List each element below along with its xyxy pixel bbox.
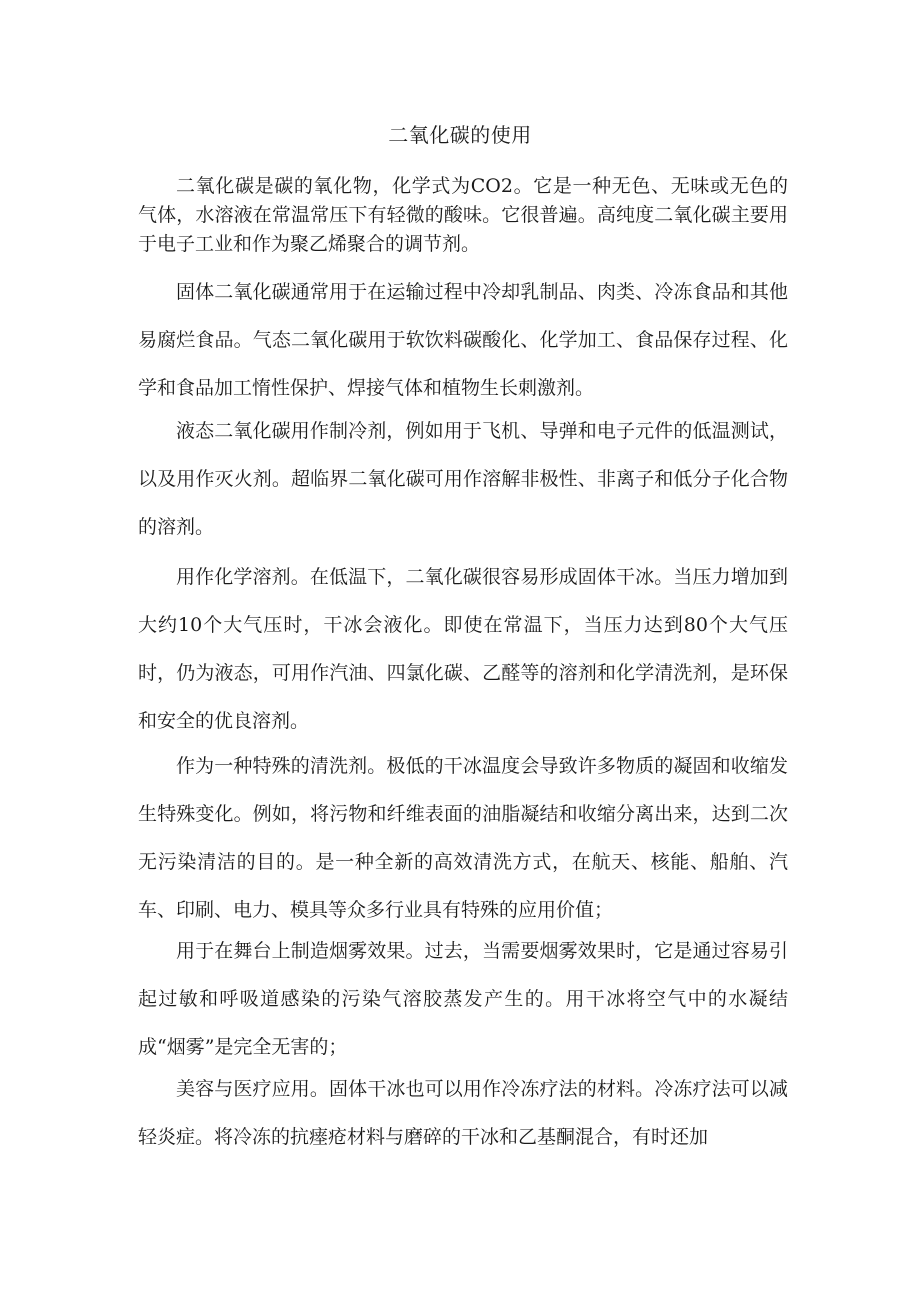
paragraph-intro: 二氧化碳是碳的氧化物，化学式为CO2。它是一种无色、无味或无色的气体，水溶液在常温常压下有轻微的酸味。它很普遍。高纯度二氧化碳主要用于电子工业和作为聚乙烯聚合的调节剂。	[138, 175, 788, 255]
paragraph-liquid-co2: 液态二氧化碳用作制冷剂，例如用于飞机、导弹和电子元件的低温测试，以及用作灭火剂。超临界二氧化碳可用作溶解非极性、非离子和低分子化合物的溶剂。	[138, 420, 788, 538]
paragraph-medical-use: 美容与医疗应用。固体干冰也可以用作冷冻疗法的材料。冷冻疗法可以减轻炎症。将冷冻的抗瘗疮材料与磨碎的干冰和乙基酮混合，有时还加	[138, 1078, 788, 1148]
paragraph-cleaning-agent: 作为一种特殊的清洗剂。极低的干冰温度会导致许多物质的凝固和收缩发生特殊变化。例如，将污物和纤维表面的油脂凝结和收缩分离出来，达到二次无污染清洁的目的。是一种全新的高效清洗方式，在航天、核能、船舶、汽车、印刷、电力、模具等众多行业具有特殊的应用价值；	[138, 755, 788, 921]
paragraph-solid-co2: 固体二氧化碳通常用于在运输过程中冷却乳制品、肉类、冷冻食品和其他易腐烂食品。气态二氧化碳用于软饮料碳酸化、化学加工、食品保存过程、化学和食品加工惰性保护、焊接气体和植物生长刺激剂。	[138, 281, 788, 399]
document-title: 二氧化碳的使用	[388, 123, 532, 147]
paragraph-chemical-solvent: 用作化学溶剂。在低温下，二氧化碳很容易形成固体干冰。当压力增加到大约10个大气压时，干冰会液化。即使在常温下，当压力达到80个大气压时，仍为液态，可用作汽油、四氯化碳、乙醛等的溶剂和化学清洗剂，是环保和安全的优良溶剂。	[138, 566, 788, 732]
paragraph-stage-smoke: 用于在舞台上制造烟雾效果。过去，当需要烟雾效果时，它是通过容易引起过敏和呼吸道感染的污染气溶胶蒸发产生的。用干冰将空气中的水凝结成“烟雾”是完全无害的；	[138, 940, 788, 1058]
